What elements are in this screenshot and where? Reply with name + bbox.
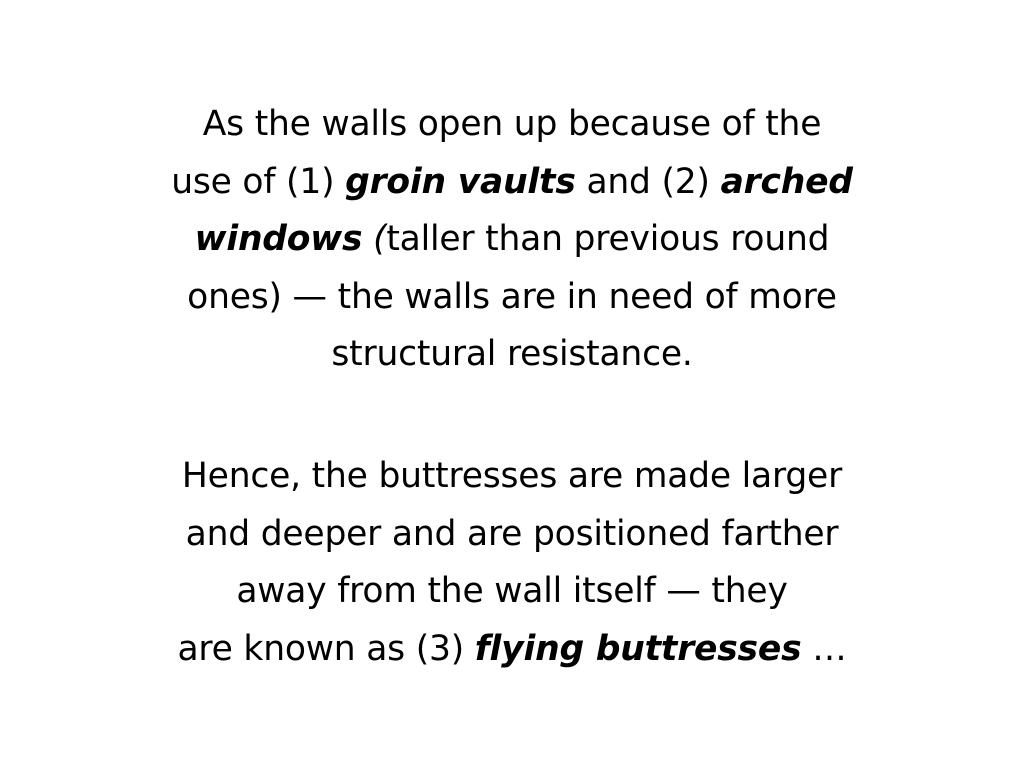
text-line: structural resistance.: [331, 334, 693, 374]
text-line: As the walls open up because of the: [202, 104, 822, 144]
paragraph-buttresses: [0, 448, 1024, 678]
term-groin-vaults: groin vaults: [345, 161, 576, 202]
term-flying-buttresses: flying buttresses: [474, 628, 802, 669]
text-line: Hence, the buttresses are made larger: [181, 456, 843, 496]
term-arched: arched: [720, 161, 853, 202]
text-line: and deeper and are positioned farther: [185, 513, 839, 554]
text-line: ones) — the walls are in need of more: [187, 276, 837, 317]
text-line: away from the wall itself — they: [236, 571, 788, 611]
text-line: [0, 621, 1024, 679]
text-run: taller than previous round: [386, 219, 830, 259]
text-run-paren: (: [362, 219, 387, 259]
text-line: [0, 154, 1024, 212]
text-run: are known as (3): [177, 628, 475, 669]
paragraph-walls-open-up: [0, 96, 1024, 384]
text-line: [0, 211, 1024, 269]
text-run: and (2): [575, 161, 721, 202]
term-windows: windows: [194, 219, 363, 259]
text-run: use of (1): [171, 161, 346, 202]
text-run-ellipsis: …: [801, 628, 847, 669]
